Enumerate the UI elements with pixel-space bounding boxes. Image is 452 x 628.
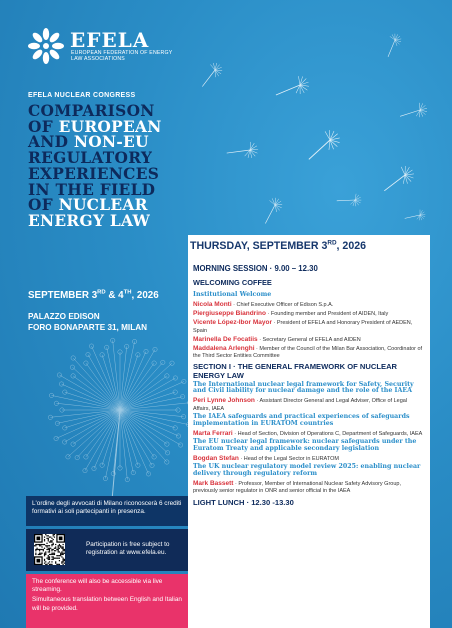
logo-subtitle: EUROPEAN FEDERATION OF ENERGY LAW ASSOCIATIONS: [71, 50, 173, 63]
speaker-entry: [193, 397, 425, 412]
program-date-prefix: THURSDAY, SEPTEMBER 3: [190, 240, 328, 252]
title-line-dark-part: OF: [28, 196, 59, 215]
qr-code-icon[interactable]: [34, 534, 65, 565]
speaker-name: Maddalena Arlenghi: [193, 344, 255, 352]
participation-text: Participation is free subject to registration at www.efela.eu.: [86, 541, 170, 556]
welcoming-coffee: WELCOMING COFFEE: [193, 278, 272, 287]
speaker-role: · Secretary General of EFELA and AIDEN: [257, 336, 361, 343]
logo-name: EFELA: [70, 28, 150, 52]
date-day1: SEPTEMBER 3: [28, 290, 98, 301]
seed-icon: [379, 31, 406, 57]
seed-icon: [382, 165, 415, 191]
congress-label: EFELA NUCLEAR CONGRESS: [28, 92, 136, 99]
speaker-role: · Chief Executive Officer of Edison S.p.A.: [231, 301, 334, 308]
event-dates: [28, 290, 159, 301]
speaker-role: · Head of Section, Division of Operations C, Department of Safeguards, IAEA: [232, 430, 423, 437]
light-lunch: LIGHT LUNCH · 12.30 -13.30: [193, 497, 294, 507]
talk-title: The International nuclear legal framework for Safety, Security and Civil liability for nuclear damage and the role of the IAEA: [193, 380, 414, 395]
speaker-entry: [193, 301, 425, 309]
speaker-role: · Assistant Director General and Legal Adviser, Office of Legal Affairs, IAEA: [193, 398, 408, 412]
venue: [28, 312, 147, 333]
date-day2: 4: [118, 290, 124, 301]
title-line-white-part: NUCLEAR: [58, 196, 148, 215]
title-line: REGULATORY: [28, 149, 153, 168]
speaker-name: Marinella De Focatiis: [193, 335, 258, 343]
speaker-role: · Founding member and President of AIDEN, Italy: [265, 311, 389, 318]
speaker-entry: [193, 480, 425, 495]
main-title: [28, 104, 198, 230]
speaker-name: Vicente López-Ibor Mayor: [193, 319, 272, 327]
program-date-year: , 2026: [336, 240, 367, 252]
seed-icon: [405, 205, 427, 224]
talk-title: The UK nuclear regulatory model review 2025: enabling nuclear delivery through regulatory reform: [193, 462, 421, 477]
date-day2-suffix: TH: [123, 289, 132, 296]
date-ampersand: &: [105, 290, 119, 301]
dandelion-logo-icon: [26, 26, 66, 66]
speaker-entry: [193, 336, 425, 344]
welcome-speakers-list: [193, 301, 425, 360]
speaker-name: Bogdan Stefan: [193, 454, 239, 462]
speaker-role: · Member of the Council of the Milan Bar Association, Coordinator of the Third Sector Entities Committee: [193, 345, 423, 360]
program-date-suffix-sup: RD: [327, 239, 337, 247]
speaker-entry: [193, 455, 425, 463]
title-line: IN THE FIELD: [28, 180, 156, 199]
title-line: ENERGY LAW: [28, 211, 151, 230]
title-line: COMPARISON: [28, 102, 155, 120]
speaker-name: Mark Bassett: [193, 479, 234, 487]
streaming-line2: Simultaneous translation between English and Italian will be provided.: [32, 596, 182, 612]
streaming-line1: The conference will also be accessible via live streaming.: [32, 578, 163, 594]
date-day1-suffix: RD: [97, 289, 106, 296]
seed-icon: [196, 61, 226, 87]
seed-icon: [304, 129, 342, 160]
credits-notice: L'ordine degli avvocati di Milano riconoscerà 6 crediti formativi ai soli partecipanti in presenza.: [26, 496, 188, 526]
seed-icon: [400, 99, 429, 123]
talk-title: The EU nuclear legal framework: nuclear safeguards under the Euratom Treaty and applicable secondary legislation: [193, 437, 417, 452]
title-line-dark-part: AND: [28, 133, 74, 152]
speaker-name: Nicola Monti: [193, 300, 232, 308]
institutional-welcome-heading: Institutional Welcome: [193, 291, 272, 298]
speaker-role: · Professor, Member of International Nuclear Safety Advisory Group, previously senior regulator in ONR and senior official in the IAEA: [193, 480, 401, 494]
talks-list: [193, 382, 425, 495]
speaker-entry: [193, 430, 425, 438]
title-line: EXPERIENCES: [28, 164, 160, 183]
speaker-entry: [193, 310, 425, 318]
program-date: [190, 240, 366, 252]
title-line-white-part: EUROPEAN: [58, 117, 162, 136]
streaming-notice: [26, 574, 188, 628]
seed-icon: [276, 72, 311, 100]
speaker-role: · Head of the Legal Sector in EURATOM: [238, 455, 339, 462]
speaker-entry: [193, 345, 425, 360]
participation-box: [26, 529, 188, 571]
title-line-dark-part: OF: [28, 117, 59, 136]
speaker-name: Peri Lynne Johnson: [193, 397, 255, 405]
venue-line2: FORO BONAPARTE 31, MILAN: [28, 322, 148, 332]
speaker-entry: [193, 319, 425, 334]
dandelion-bloom-icon: [48, 338, 192, 500]
seed-icon: [337, 187, 364, 212]
seed-icon: [256, 195, 287, 223]
venue-line1: PALAZZO EDISON: [28, 312, 100, 321]
morning-session-heading: MORNING SESSION · 9.00 – 12.30: [193, 264, 318, 273]
efela-logo: [26, 26, 176, 66]
talk-title: The IAEA safeguards and practical experiences of safeguards implementation in EURATOM countries: [193, 412, 410, 427]
section-heading: SECTION I · THE GENERAL FRAMEWORK OF NUCLEAR ENERGY LAW: [193, 362, 398, 380]
date-year: , 2026: [131, 290, 159, 301]
program-content: [193, 261, 425, 507]
title-line-white-part: NON-EU: [73, 133, 149, 152]
speaker-name: Piergiuseppe Biandrino: [193, 310, 266, 318]
seed-icon: [227, 134, 261, 164]
speaker-role: · President of EFELA and Honorary President of AEDEN, Spain: [193, 320, 413, 334]
speaker-name: Marta Ferrari: [193, 429, 233, 437]
